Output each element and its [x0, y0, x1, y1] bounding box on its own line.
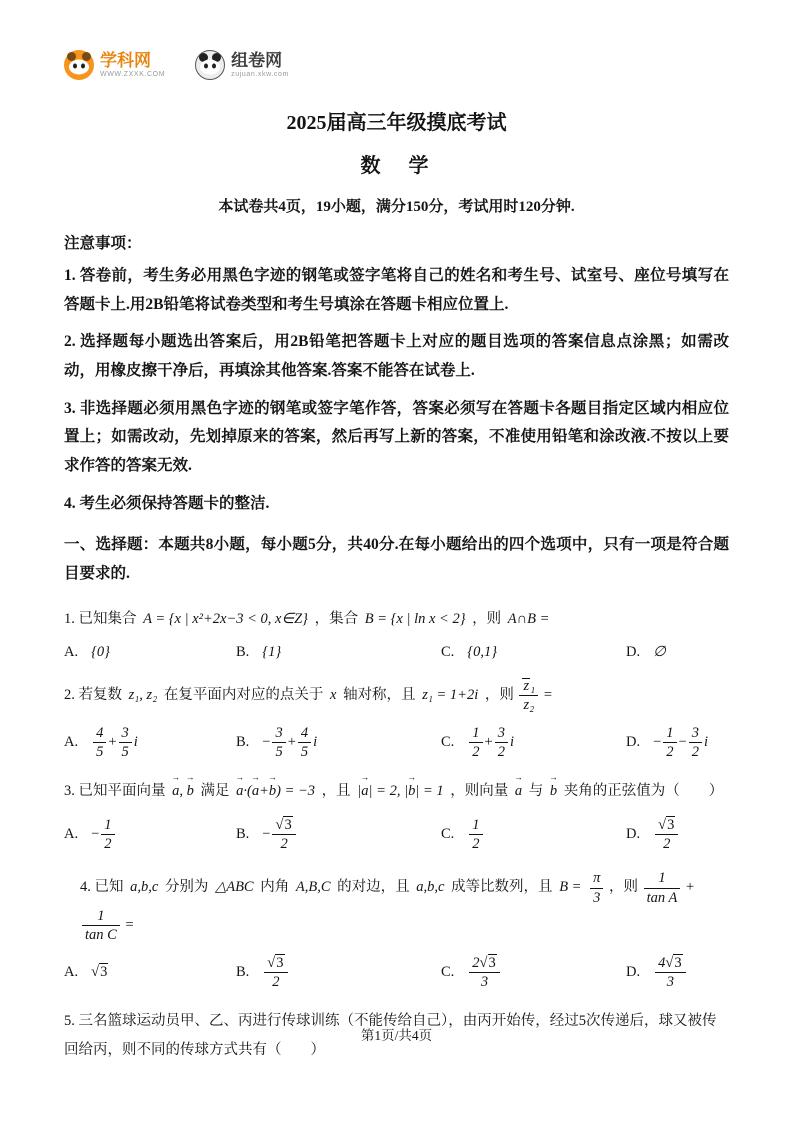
q3-text-5: 与	[528, 783, 544, 800]
numerator: π	[590, 869, 603, 888]
sqrt	[665, 954, 682, 971]
numerator	[655, 816, 678, 835]
question-4	[64, 869, 729, 944]
exam-subject: 数 学	[360, 155, 433, 177]
q3-option-c	[441, 816, 626, 853]
abs-bar: |	[404, 783, 409, 800]
operator: ) = −3	[276, 783, 316, 800]
q4-tanC-fraction	[82, 907, 120, 944]
operator: −	[678, 733, 687, 750]
q2-z1z2: z₁, z₂	[128, 686, 158, 703]
fraction	[469, 816, 482, 853]
notice-item-3: 3. 非选择题必须用黑色字迹的钢笔或签字笔作答，答案必须写在答题卡各题目指定区域内相应位置上；如需改动，先划掉原来的答案，然后再写上新的答案，不准使用铅笔和涂改液.不按以上要求作答的答案无效.	[64, 399, 729, 475]
q4-tanA-fraction	[644, 869, 681, 906]
question-3	[64, 777, 729, 806]
numerator: 3	[689, 724, 702, 743]
q2-options	[64, 724, 729, 761]
option-label: C.	[441, 733, 455, 750]
numerator: 3	[119, 724, 132, 743]
q2-x-axis: x	[330, 686, 337, 703]
option-label: D.	[626, 733, 641, 750]
option-label: A.	[64, 733, 79, 750]
denominator: 2	[472, 836, 480, 853]
section-1-heading: 一、选择题：本题共8小题，每小题5分，共40分.在每小题给出的四个选项中，只有一项是符合题目要求的.	[64, 536, 729, 583]
q4-option-d	[626, 954, 729, 991]
radicand: 3	[100, 964, 108, 981]
numerator: 3	[495, 724, 508, 743]
q2-text-3: 轴对称，且	[343, 686, 416, 703]
q4-text-1: 4. 已知	[80, 879, 124, 896]
denominator: 2	[472, 744, 480, 761]
denominator: 5	[121, 744, 129, 761]
option-label: C.	[441, 826, 455, 843]
denominator: 3	[666, 974, 674, 991]
option-value: {0,1}	[467, 643, 498, 660]
q2-fraction-num	[519, 677, 538, 696]
denominator: 2	[691, 744, 699, 761]
vector-b: b →	[269, 777, 276, 806]
option-value: {0}	[91, 643, 110, 660]
zujuanwang-logo-name: 组卷网	[231, 51, 283, 71]
q3-magnitudes	[357, 783, 443, 799]
q4-triangle: △ABC	[215, 879, 254, 896]
option-label: A.	[64, 643, 79, 660]
fraction	[298, 724, 311, 761]
option-value: ∅	[653, 643, 666, 660]
z-conjugate: z	[523, 677, 530, 694]
numerator	[272, 816, 295, 835]
vector-a: a →	[515, 777, 522, 806]
vector-b: b →	[550, 777, 557, 806]
z-subscript: ₁	[530, 677, 536, 694]
denominator: 3	[480, 974, 489, 991]
question-1	[64, 605, 729, 634]
q1-set-b: B = {x | ln x < 2}	[364, 610, 466, 627]
denominator: 5	[300, 744, 309, 761]
denominator: 2	[666, 744, 674, 761]
denominator: 3	[593, 889, 601, 906]
radical-icon: √	[658, 817, 667, 834]
option-label: C.	[441, 963, 455, 980]
q1-option-a	[64, 644, 236, 661]
sqrt	[91, 963, 108, 980]
operator: +	[484, 733, 493, 750]
q3-option-a	[64, 816, 236, 853]
numerator	[264, 954, 287, 973]
q4-text-6: ，则	[608, 879, 638, 896]
numerator: 3	[272, 724, 285, 743]
radicand: 3	[488, 954, 496, 971]
imaginary-unit: i	[133, 733, 138, 750]
xuekewang-panda-icon	[64, 50, 94, 80]
q4-plus: +	[685, 879, 695, 896]
denominator: 2	[497, 744, 505, 761]
option-label: B.	[236, 963, 250, 980]
fraction	[469, 724, 482, 761]
option-label: D.	[626, 826, 641, 843]
radical-icon: √	[665, 954, 674, 971]
radicand: 3	[276, 954, 284, 971]
zujuanwang-logo-url: zujuan.xkw.com	[231, 70, 289, 78]
numerator: 1	[644, 869, 681, 888]
exam-title: 2025届高三年级摸底考试	[286, 112, 507, 134]
sign: −	[262, 733, 271, 750]
q4-text-5: 成等比数列，且	[451, 879, 553, 896]
fraction	[119, 724, 132, 761]
denominator: 5	[96, 744, 104, 761]
q2-fraction-den: z₂	[523, 696, 535, 713]
q1-option-d	[626, 644, 729, 661]
abs-bar: |	[357, 783, 362, 800]
sqrt	[480, 954, 497, 971]
operator: +	[259, 783, 269, 800]
imaginary-unit: i	[703, 733, 709, 750]
q4-equals: =	[125, 916, 134, 933]
q1-expression: A∩B =	[507, 610, 550, 627]
imaginary-unit: i	[313, 733, 318, 750]
q3-text-4: ，则向量	[450, 783, 509, 800]
zujuanwang-logo-text	[231, 51, 289, 79]
numerator: 1	[469, 816, 482, 835]
exam-info-line: 本试卷共4页，19小题，满分150分，考试用时120分钟.	[218, 199, 575, 215]
q1-set-a: A = {x | x²+2x−3 < 0, x∈Z}	[143, 610, 308, 627]
notice-item-4: 4. 考生必须保持答题卡的整洁.	[64, 494, 270, 512]
q2-fraction	[519, 677, 538, 714]
q4-option-a	[64, 964, 236, 981]
fraction	[264, 954, 287, 991]
operator: ·(	[243, 783, 252, 800]
q1-text-2: ，集合	[314, 610, 359, 627]
vector-b: b →	[408, 777, 415, 806]
q3-text-6: 夹角的正弦值为（ ）	[563, 783, 724, 800]
q2-text-4: ，则	[484, 686, 514, 703]
q2-z1-value: z₁ = 1+2i	[422, 686, 479, 703]
radical-icon: √	[479, 954, 488, 971]
sign: −	[653, 733, 662, 750]
numerator: 1	[469, 724, 482, 743]
notice-item-2: 2. 选择题每小题选出答案后，用2B铅笔把答题卡上对应的题目选项的答案信息点涂黑；如需改动，用橡皮擦干净后，再填涂其他答案.答案不能答在试卷上.	[64, 333, 729, 380]
vector-b: b →	[187, 777, 194, 806]
q2-option-b	[236, 724, 441, 761]
xuekewang-logo-text	[100, 51, 165, 79]
q2-equals: =	[543, 686, 552, 703]
sign: −	[262, 826, 271, 843]
q1-option-c	[441, 644, 626, 661]
numerator	[655, 954, 685, 973]
denominator: 2	[104, 836, 112, 853]
denominator: 2	[663, 836, 671, 853]
q3-option-d	[626, 816, 729, 853]
question-2	[64, 677, 729, 714]
q3-text-3: ，且	[321, 783, 351, 800]
option-label: D.	[626, 643, 641, 660]
option-label: A.	[64, 826, 79, 843]
q1-text-3: ，则	[472, 610, 502, 627]
coefficient: 2	[472, 954, 480, 971]
denominator: tan C	[85, 926, 117, 943]
q4-option-c	[441, 954, 626, 991]
denominator: 2	[280, 836, 288, 853]
fraction	[101, 816, 114, 853]
q4-option-b	[236, 954, 441, 991]
q2-option-a	[64, 724, 236, 761]
numerator	[469, 954, 499, 973]
q2-text-1: 2. 若复数	[64, 686, 122, 703]
q4-sides: a,b,c	[130, 879, 159, 896]
q4-angle-b: B =	[559, 879, 582, 896]
xuekewang-logo-name: 学科网	[100, 51, 151, 71]
fraction	[272, 724, 285, 761]
coefficient: 4	[658, 954, 666, 971]
zujuanwang-panda-icon	[195, 50, 225, 80]
zujuanwang-logo	[195, 50, 289, 80]
q4-text-4: 的对边，且	[337, 879, 410, 896]
q1-option-b	[236, 644, 441, 661]
q4-pi-fraction	[590, 869, 603, 906]
q3-vector-a	[515, 783, 522, 799]
imaginary-unit: i	[509, 733, 515, 750]
vector-a: a →	[361, 777, 368, 806]
q3-vectors	[172, 783, 194, 799]
fraction	[495, 724, 508, 761]
q3-vector-b	[550, 783, 557, 799]
numerator: 1	[663, 724, 676, 743]
radical-icon: √	[267, 954, 276, 971]
xuekewang-logo-url: WWW.ZXXK.COM	[100, 70, 166, 78]
radical-icon: √	[91, 964, 100, 981]
fraction	[655, 816, 678, 853]
option-value: {1}	[262, 643, 282, 660]
numerator: 4	[93, 724, 106, 743]
fraction	[655, 954, 685, 991]
vector-a: a →	[172, 777, 179, 806]
q3-dot-product	[236, 783, 315, 799]
denominator: tan A	[646, 889, 678, 906]
notice-heading: 注意事项：	[64, 235, 142, 252]
q3-options	[64, 816, 729, 853]
sqrt	[275, 816, 292, 833]
abs-value: | = 2,	[368, 783, 405, 800]
question-5: 5. 三名篮球运动员甲、乙、丙进行传球训练（不能传给自己），由丙开始传，经过5次传递后，球又被传回给丙，则不同的传球方式共有（ ）	[64, 1013, 717, 1059]
option-label: B.	[236, 643, 250, 660]
vector-a: a →	[252, 777, 259, 806]
denominator: 2	[272, 974, 280, 991]
option-label: C.	[441, 643, 455, 660]
q4-text-3: 内角	[260, 879, 290, 896]
fraction	[272, 816, 295, 853]
fraction	[93, 724, 106, 761]
q3-text-1: 3. 已知平面向量	[64, 783, 166, 800]
q4-sides-2: a,b,c	[416, 879, 445, 896]
q2-text-2: 在复平面内对应的点关于	[163, 686, 324, 703]
abs-value: | = 1	[415, 783, 444, 800]
sqrt	[267, 954, 284, 971]
comma: ,	[179, 783, 187, 800]
q4-options	[64, 954, 729, 991]
radicand: 3	[667, 817, 675, 834]
fraction	[469, 954, 499, 991]
sqrt	[658, 816, 675, 833]
operator: +	[108, 733, 117, 750]
q4-text-2: 分别为	[164, 879, 209, 896]
logo-row	[64, 48, 729, 82]
q1-options	[64, 644, 729, 661]
q1-text-1: 1. 已知集合	[64, 610, 137, 627]
radicand: 3	[284, 817, 292, 834]
option-label: D.	[626, 963, 641, 980]
radical-icon: √	[275, 817, 284, 834]
vector-a: a →	[236, 777, 243, 806]
xuekewang-logo	[64, 50, 165, 80]
page-number: 第1页/共4页	[360, 1028, 433, 1043]
numerator: 1	[101, 816, 114, 835]
operator: +	[287, 733, 296, 750]
sign: −	[91, 826, 100, 843]
q2-option-d	[626, 724, 729, 761]
q2-option-c	[441, 724, 626, 761]
option-label: A.	[64, 964, 79, 981]
q3-option-b	[236, 816, 441, 853]
option-label: B.	[236, 826, 250, 843]
denominator: 5	[275, 744, 283, 761]
notice-item-1: 1. 答卷前，考生务必用黑色字迹的钢笔或签字笔将自己的姓名和考生号、试室号、座位号填写在答题卡上.用2B铅笔将试卷类型和考生号填涂在答题卡相应位置上.	[64, 267, 729, 313]
numerator: 4	[298, 724, 311, 743]
radicand: 3	[674, 954, 682, 971]
fraction	[663, 724, 676, 761]
option-label: B.	[236, 733, 250, 750]
fraction	[689, 724, 702, 761]
numerator: 1	[82, 907, 120, 926]
q3-text-2: 满足	[200, 783, 230, 800]
q4-angles: A,B,C	[295, 879, 331, 896]
